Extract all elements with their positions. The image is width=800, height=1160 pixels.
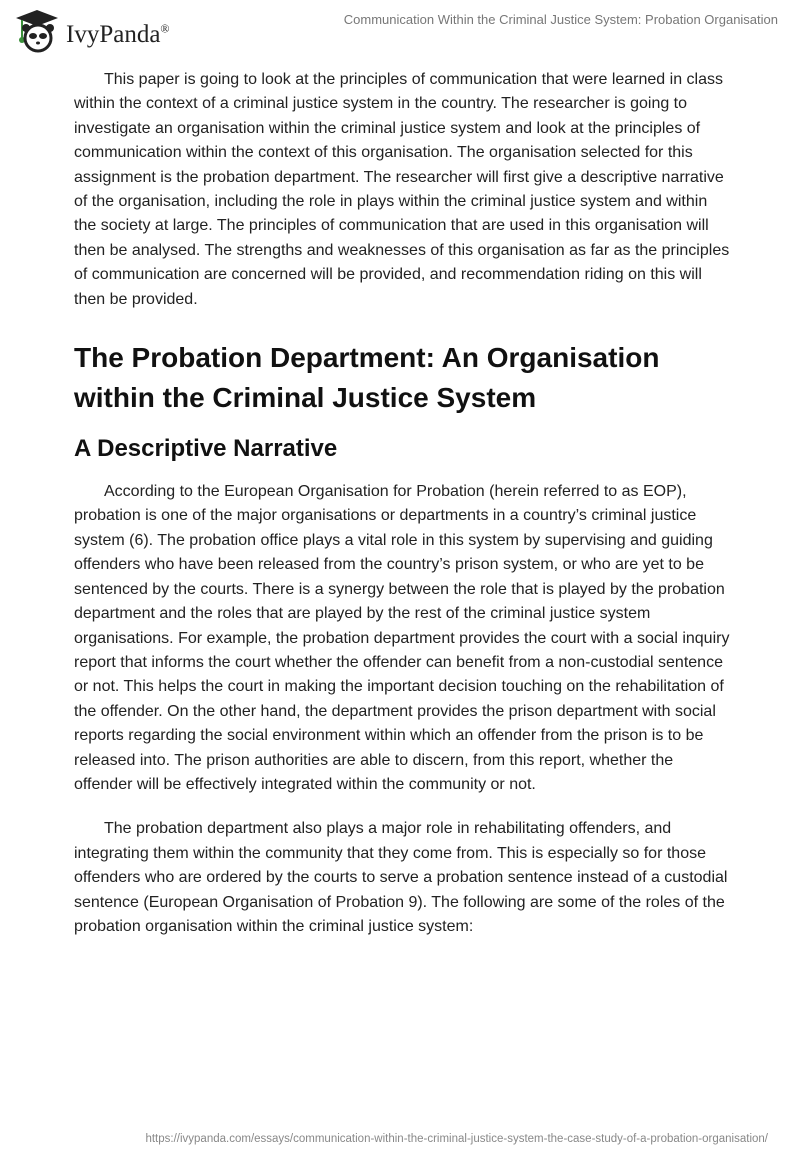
ivypanda-logo[interactable] xyxy=(14,8,170,54)
body-paragraph: The probation department also plays a major role in rehabilitating offenders, and integrating them within the community that they come from. This is especially so for those offenders who are ordered by the courts to serve a probation sentence instead of a custodial sentence (European Organisation of Probation 9). The following are some of the roles of the probation organisation within the criminal justice system: xyxy=(74,820,728,935)
section-heading: The Probation Department: An Organisation within the Criminal Justice System xyxy=(74,342,660,414)
panda-graduate-icon xyxy=(14,8,60,54)
logo-text: IvyPanda® xyxy=(66,21,170,48)
page-header xyxy=(0,0,800,60)
source-url: https://ivypanda.com/essays/communication-within-the-criminal-justice-system-the-case-study-of-a-probation-organisation/ xyxy=(145,1133,768,1145)
intro-paragraph: This paper is going to look at the principles of communication that were learned in class within the context of a criminal justice system in the country. The researcher is going to investigate an organisation within the criminal justice system and look at the principles of communication within the context of this organisation. The organisation selected for this assignment is the probation department. The researcher will first give a descriptive narrative of the organisation, including the role in plays within the criminal justice system and within the society at large. The principles of communication that are used in this organisation will then be analysed. The strengths and weaknesses of this organisation as far as the principles of communication are concerned will be provided, and recommendation riding on this will then be provided. xyxy=(74,71,730,308)
body-paragraph: According to the European Organisation for Probation (herein referred to as EOP), probation is one of the major organisations or departments in a country’s criminal justice system (6). The probation office plays a vital role in this system by supervising and guiding offenders who have been released from the country’s prison system, or who are yet to be sentenced by the courts. There is a synergy between the role that is played by the probation department and the roles that are played by the rest of the criminal justice system organisations. For example, the probation department provides the court with a social inquiry report that informs the court whether the offender can benefit from a non-custodial sentence or not. This helps the court in making the important decision touching on the rehabilitation of the offender. On the other hand, the department provides the prison department with social reports regarding the social environment within which an offender from the prison is to be released into. The prison authorities are able to discern, from this report, whether the offender will be effectively integrated within the community or not. xyxy=(74,483,730,793)
essay-content xyxy=(74,68,730,959)
document-title: Communication Within the Criminal Justice System: Probation Organisation xyxy=(343,12,778,27)
subsection-heading: A Descriptive Narrative xyxy=(74,435,338,463)
